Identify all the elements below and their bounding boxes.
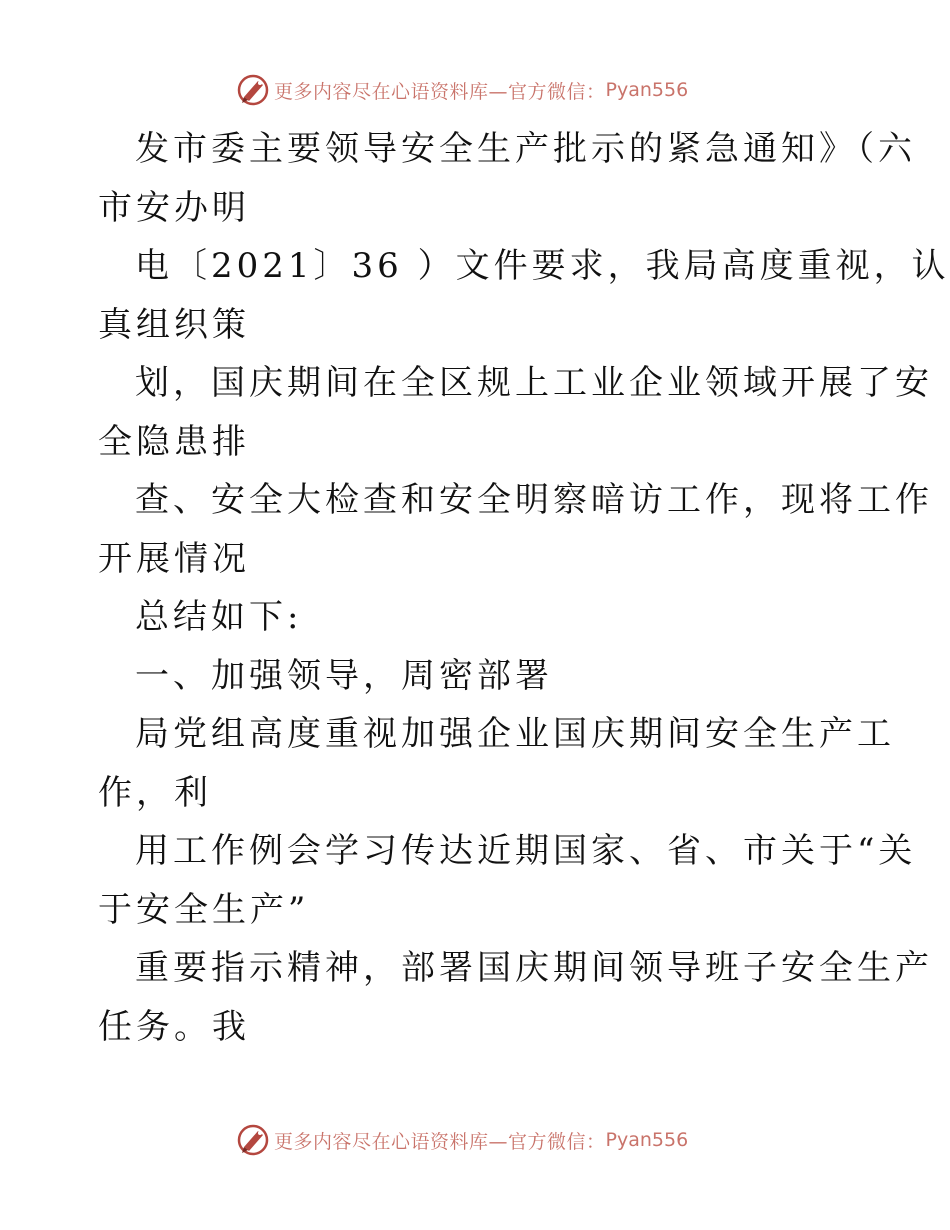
footer-banner-text: 更多内容尽在心语资料库—官方微信： — [274, 1130, 606, 1153]
pen-logo-icon — [236, 1123, 270, 1157]
body-line: 重要指示精神，部署国庆期间领导班子安全生产 — [135, 948, 933, 988]
header-banner-text: 更多内容尽在心语资料库—官方微信： — [274, 80, 606, 103]
body-line: 任务。我 — [98, 1006, 250, 1047]
pen-logo-icon — [236, 73, 270, 107]
body-line: 电〔2021〕36 ）文件要求，我局高度重视，认 — [135, 246, 950, 286]
body-line: 发市委主要领导安全生产批示的紧急通知》（六 — [135, 129, 916, 169]
footer-banner — [236, 1122, 688, 1158]
header-banner-handle: Pyan556 — [605, 79, 689, 101]
document-body — [98, 120, 950, 1056]
body-line: 开展情况 — [98, 538, 250, 579]
footer-banner-handle: Pyan556 — [605, 1129, 689, 1151]
body-line: 划，国庆期间在全区规上工业企业领域开展了安 — [135, 363, 933, 403]
body-line: 局党组高度重视加强企业国庆期间安全生产工 — [135, 714, 895, 754]
header-banner — [236, 72, 688, 108]
body-line: 作，利 — [98, 772, 212, 813]
body-line: 用工作例会学习传达近期国家、省、市关于“关 — [135, 831, 917, 871]
body-line: 市安办明 — [98, 187, 250, 228]
body-line: 于安全生产” — [98, 889, 310, 930]
body-line: 总结如下: — [135, 597, 303, 637]
section-heading: 一、加强领导，周密部署 — [135, 655, 553, 696]
body-line: 真组织策 — [98, 304, 250, 345]
body-line: 查、安全大检查和安全明察暗访工作，现将工作 — [135, 480, 933, 520]
body-line: 全隐患排 — [98, 421, 250, 462]
